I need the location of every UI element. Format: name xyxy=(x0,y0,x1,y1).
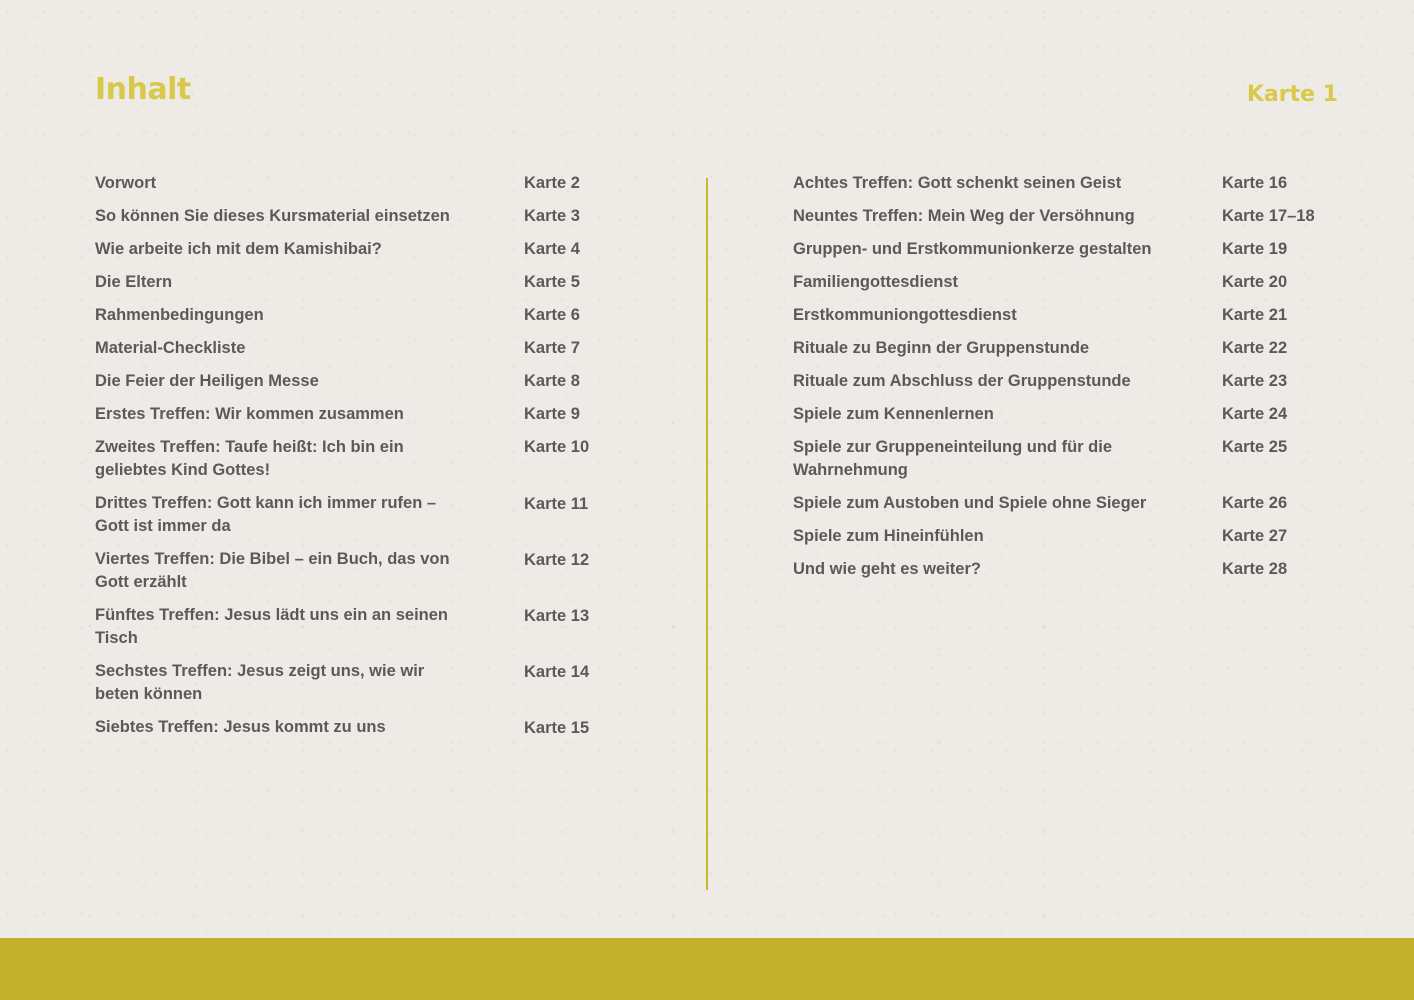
toc-entry xyxy=(793,525,1288,548)
toc-entry-card: Karte 13 xyxy=(524,607,590,625)
toc-entry-card: Karte 15 xyxy=(524,719,590,737)
toc-entry xyxy=(95,548,590,594)
toc-entry-card: Karte 20 xyxy=(1222,273,1288,291)
toc-entry xyxy=(793,238,1288,261)
toc-entry-title: Sechstes Treffen: Jesus zeigt uns, wie wir beten können xyxy=(95,662,425,703)
toc-entry xyxy=(95,172,580,195)
toc-entry-card: Karte 2 xyxy=(524,174,580,192)
toc-entry-title: Fünftes Treffen: Jesus lädt uns ein an seinen Tisch xyxy=(95,606,448,647)
toc-entry-title: Spiele zum Hineinfühlen xyxy=(793,527,984,545)
toc-entry-card: Karte 5 xyxy=(524,273,580,291)
toc-entry xyxy=(95,205,580,228)
toc-entry-title: Zweites Treffen: Taufe heißt: Ich bin ein geliebtes Kind Gottes! xyxy=(95,438,404,479)
toc-entry-title: Erstes Treffen: Wir kommen zusammen xyxy=(95,405,404,423)
toc-entry-title: Material-Checkliste xyxy=(95,339,246,357)
toc-entry-title: Die Eltern xyxy=(95,273,173,291)
page-title: Inhalt xyxy=(95,72,191,107)
toc-entry xyxy=(95,370,580,393)
toc-entry-card: Karte 27 xyxy=(1222,527,1288,545)
toc-entry-card: Karte 14 xyxy=(524,663,590,681)
toc-entry-card: Karte 7 xyxy=(524,339,580,357)
toc-right-column xyxy=(793,172,1315,591)
card-number: Karte 1 xyxy=(1246,82,1338,107)
toc-entry-card: Karte 16 xyxy=(1222,174,1288,192)
toc-entry xyxy=(95,238,580,261)
toc-entry-card: Karte 19 xyxy=(1222,240,1288,258)
toc-left-column xyxy=(95,172,590,749)
toc-entry xyxy=(793,205,1315,228)
toc-entry xyxy=(793,436,1288,482)
toc-entry-card: Karte 8 xyxy=(524,372,580,390)
toc-entry xyxy=(95,660,590,706)
toc-entry xyxy=(95,492,589,538)
toc-entry-title: So können Sie dieses Kursmaterial einsetzen xyxy=(95,207,450,225)
toc-entry-title: Und wie geht es weiter? xyxy=(793,560,981,578)
toc-entry xyxy=(793,370,1288,393)
toc-entry xyxy=(793,304,1288,327)
toc-entry-card: Karte 21 xyxy=(1222,306,1288,324)
toc-entry xyxy=(95,716,590,739)
toc-entry xyxy=(793,492,1288,515)
toc-entry-card: Karte 26 xyxy=(1222,494,1288,512)
toc-entry xyxy=(95,436,590,482)
column-divider xyxy=(706,178,708,890)
toc-entry-card: Karte 28 xyxy=(1222,560,1288,578)
toc-entry xyxy=(793,271,1288,294)
toc-entry-card: Karte 3 xyxy=(524,207,580,225)
toc-entry-title: Neuntes Treffen: Mein Weg der Versöhnung xyxy=(793,207,1135,225)
toc-entry-card: Karte 9 xyxy=(524,405,580,423)
toc-entry-card: Karte 25 xyxy=(1222,438,1288,456)
toc-entry-title: Viertes Treffen: Die Bibel – ein Buch, das von Gott erzählt xyxy=(95,550,450,591)
toc-entry-card: Karte 11 xyxy=(524,495,589,513)
toc-entry-title: Erstkommuniongottesdienst xyxy=(793,306,1017,324)
toc-entry-card: Karte 23 xyxy=(1222,372,1288,390)
toc-entry-title: Spiele zur Gruppeneinteilung und für die Wahrnehmung xyxy=(793,438,1113,479)
toc-entry-title: Spiele zum Kennenlernen xyxy=(793,405,994,423)
toc-entry-title: Spiele zum Austoben und Spiele ohne Sieger xyxy=(793,494,1147,512)
toc-entry xyxy=(95,271,580,294)
toc-entry-title: Gruppen- und Erstkommunionkerze gestalten xyxy=(793,240,1152,258)
toc-entry-title: Vorwort xyxy=(95,174,157,192)
toc-entry-title: Rituale zu Beginn der Gruppenstunde xyxy=(793,339,1090,357)
toc-entry-card: Karte 6 xyxy=(524,306,580,324)
toc-entry xyxy=(793,337,1288,360)
toc-entry-title: Rituale zum Abschluss der Gruppenstunde xyxy=(793,372,1131,390)
toc-entry xyxy=(95,304,580,327)
toc-entry-card: Karte 22 xyxy=(1222,339,1288,357)
toc-entry-card: Karte 4 xyxy=(524,240,580,258)
toc-entry-title: Wie arbeite ich mit dem Kamishibai? xyxy=(95,240,382,258)
toc-entry-title: Siebtes Treffen: Jesus kommt zu uns xyxy=(95,718,386,736)
toc-entry-card: Karte 24 xyxy=(1222,405,1288,423)
toc-entry-card: Karte 17–18 xyxy=(1222,207,1315,225)
toc-entry-title: Die Feier der Heiligen Messe xyxy=(95,372,319,390)
toc-entry xyxy=(793,172,1288,195)
toc-entry xyxy=(95,337,580,360)
toc-entry xyxy=(95,403,580,426)
footer-band xyxy=(0,938,1414,1000)
toc-entry xyxy=(793,403,1288,426)
toc-entry-card: Karte 12 xyxy=(524,551,590,569)
toc-entry-title: Achtes Treffen: Gott schenkt seinen Geist xyxy=(793,174,1122,192)
toc-entry-title: Drittes Treffen: Gott kann ich immer rufen – Gott ist immer da xyxy=(95,494,437,535)
toc-entry-card: Karte 10 xyxy=(524,438,590,456)
toc-entry-title: Rahmenbedingungen xyxy=(95,306,264,324)
toc-entry xyxy=(95,604,590,650)
toc-entry xyxy=(793,558,1288,581)
toc-entry-title: Familiengottesdienst xyxy=(793,273,959,291)
